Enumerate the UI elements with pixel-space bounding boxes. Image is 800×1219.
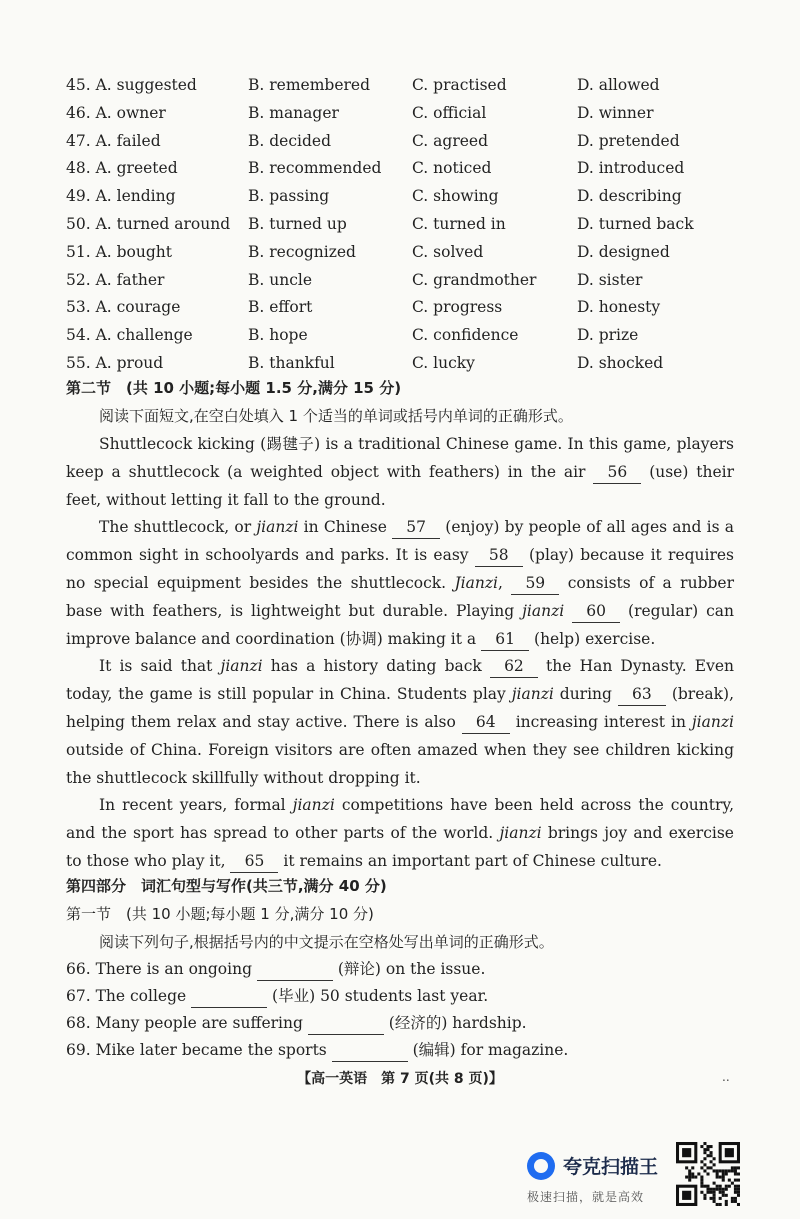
option-choice: B. recommended <box>248 159 382 178</box>
option-choice: B. manager <box>248 103 339 122</box>
option-choice: D. sister <box>577 270 643 289</box>
qr-code-icon <box>676 1142 740 1206</box>
question-line <box>66 956 485 983</box>
italic-term: jianzi <box>691 712 734 731</box>
italic-term: jianzi <box>522 601 565 620</box>
passage-paragraph-1 <box>66 431 734 514</box>
answer-blank[interactable] <box>191 985 267 1008</box>
option-choice: B. remembered <box>248 76 370 94</box>
option-choice: 54. A. challenge <box>66 326 193 345</box>
passage-text: (use) their feet, without letting it fall to the ground. <box>66 462 735 509</box>
question-line <box>66 1010 527 1037</box>
answer-blank[interactable] <box>257 958 333 981</box>
question-hint: (辩论) on the issue. <box>332 960 486 978</box>
option-row <box>66 322 766 350</box>
option-choice: B. turned up <box>248 214 347 233</box>
option-choice: C. lucky <box>412 353 475 372</box>
option-row <box>66 100 766 128</box>
scanner-subtitle: 极速扫描，就是高效 <box>527 1190 645 1204</box>
passage-text: Shuttlecock kicking (踢毽子) is a traditional Chinese game. In this game, players keep a shuttlecock (a weighted object with feathers) in the air <box>66 435 734 481</box>
option-choice: C. agreed <box>412 131 489 150</box>
passage-text: The shuttlecock, or <box>99 518 257 537</box>
question-line <box>66 1037 568 1064</box>
option-choice: B. hope <box>248 326 308 345</box>
option-choice: B. uncle <box>248 270 313 289</box>
option-choice: D. honesty <box>577 298 661 317</box>
scanner-logo-icon <box>527 1152 555 1180</box>
option-choice: D. shocked <box>577 353 664 372</box>
passage-text: outside of China. Foreign visitors are often amazed when they see children kicking the shuttlecock skillfully without dropping it. <box>66 740 734 787</box>
option-choice: C. showing <box>412 187 499 206</box>
option-choice: D. pretended <box>577 131 680 150</box>
option-row <box>66 239 766 267</box>
passage-paragraph-2 <box>66 514 734 653</box>
answer-blank: 59 <box>511 572 559 595</box>
passage-text: it remains an important part of Chinese culture. <box>278 851 662 870</box>
answer-blank[interactable] <box>332 1039 408 1062</box>
footer-mark: .. <box>722 1070 730 1084</box>
passage-text: In recent years, formal <box>99 796 293 815</box>
italic-term: jianzi <box>511 685 554 704</box>
option-choice: 47. A. failed <box>66 131 161 150</box>
passage-text: has a history dating back <box>262 657 490 676</box>
passage <box>66 431 734 876</box>
option-choice: B. decided <box>248 131 331 150</box>
passage-text: , <box>498 573 512 592</box>
passage-text: in Chinese <box>298 518 393 537</box>
question-line <box>66 983 488 1010</box>
passage-text: during <box>553 685 618 704</box>
option-row <box>66 267 766 295</box>
option-choice: 46. A. owner <box>66 103 166 122</box>
option-choice: 51. A. bought <box>66 242 172 261</box>
question-hint: (经济的) hardship. <box>383 1014 527 1032</box>
option-choice: D. winner <box>577 103 654 122</box>
answer-blank: 65 <box>230 850 278 873</box>
option-choice: D. turned back <box>577 214 694 233</box>
option-choice: 49. A. lending <box>66 187 176 206</box>
answer-blank: 62 <box>490 655 538 678</box>
passage-text: (break), helping them relax and stay active. There is also <box>66 685 735 731</box>
passage-text: (regular) can improve balance and coordination (协调) making it a <box>66 601 735 648</box>
answer-blank: 56 <box>593 461 641 484</box>
passage-paragraph-4 <box>66 792 734 875</box>
option-choice: B. thankful <box>248 353 335 372</box>
italic-term: Jianzi <box>454 573 498 592</box>
answer-blank: 61 <box>481 628 529 651</box>
option-row <box>66 183 766 211</box>
option-choice: D. describing <box>577 187 682 206</box>
passage-text: the Han Dynasty. Even today, the game is still popular in China. Students play <box>66 657 735 704</box>
italic-term: jianzi <box>256 518 299 537</box>
option-row <box>66 128 766 156</box>
option-choice: B. passing <box>248 187 330 206</box>
option-choice: C. official <box>412 103 487 122</box>
passage-text: It is said that <box>99 657 221 676</box>
option-choice: 48. A. greeted <box>66 159 178 178</box>
answer-blank: 58 <box>475 544 523 567</box>
part4-section1-heading: 第一节 (共 10 小题;每小题 1 分,满分 10 分) <box>66 905 374 923</box>
option-choice: 53. A. courage <box>66 298 181 317</box>
option-choice: C. confidence <box>412 326 519 345</box>
question-text: 68. Many people are suffering <box>66 1014 308 1032</box>
passage-text: (play) because it requires no special equipment besides the shuttlecock. <box>66 546 734 592</box>
question-text: 69. Mike later became the sports <box>66 1041 332 1059</box>
part4-heading: 第四部分 词汇句型与写作(共三节,满分 40 分) <box>66 877 387 895</box>
answer-blank[interactable] <box>308 1012 384 1035</box>
passage-text: competitions have been held across the country, and the sport has spread to other parts of the world. <box>66 796 735 843</box>
option-choice: C. solved <box>412 242 484 261</box>
option-row <box>66 155 766 183</box>
page-footer: 【高一英语 第 7 页(共 8 页)】 <box>297 1071 503 1087</box>
option-choice: B. recognized <box>248 242 356 261</box>
passage-paragraph-3 <box>66 653 734 792</box>
italic-term: jianzi <box>220 657 263 676</box>
answer-blank: 57 <box>392 516 440 539</box>
option-choice: D. designed <box>577 242 670 261</box>
passage-text <box>564 602 572 620</box>
section2-heading: 第二节 (共 10 小题;每小题 1.5 分,满分 15 分) <box>66 379 402 397</box>
option-row <box>66 72 766 100</box>
question-text: 66. There is an ongoing <box>66 960 257 978</box>
question-hint: (编辑) for magazine. <box>407 1041 569 1059</box>
option-row <box>66 294 766 322</box>
passage-text: (help) exercise. <box>529 629 656 648</box>
scanner-watermark <box>527 1148 677 1208</box>
question-text: 67. The college <box>66 987 192 1005</box>
option-choice: D. introduced <box>577 159 685 178</box>
italic-term: jianzi <box>499 824 542 843</box>
question-hint: (毕业) 50 students last year. <box>267 987 489 1005</box>
passage-text: consists of a rubber base with feathers, is lightweight but durable. Playing <box>66 573 734 620</box>
option-choice: C. practised <box>412 76 507 94</box>
option-choice: C. turned in <box>412 214 506 233</box>
option-choice: 45. A. suggested <box>66 76 197 94</box>
option-choice: D. allowed <box>577 76 660 94</box>
option-choice: D. prize <box>577 326 639 345</box>
italic-term: jianzi <box>292 796 335 815</box>
option-choice: C. progress <box>412 298 503 317</box>
section2-instruction: 阅读下面短文,在空白处填入 1 个适当的单词或括号内单词的正确形式。 <box>99 407 573 425</box>
options-block <box>66 72 766 378</box>
option-choice: 52. A. father <box>66 270 165 289</box>
passage-text: increasing interest in <box>509 712 692 731</box>
option-row <box>66 211 766 239</box>
answer-blank: 64 <box>462 711 510 734</box>
option-choice: C. grandmother <box>412 270 537 289</box>
option-choice: 50. A. turned around <box>66 214 231 233</box>
option-choice: 55. A. proud <box>66 353 164 372</box>
scanner-title: 夸克扫描王 <box>563 1156 659 1178</box>
option-choice: B. effort <box>248 298 313 317</box>
answer-blank: 63 <box>618 683 666 706</box>
passage-text: (enjoy) by people of all ages and is a common sight in schoolyards and parks. It is easy <box>66 518 734 565</box>
option-choice: C. noticed <box>412 159 492 178</box>
option-row <box>66 350 766 378</box>
part4-instruction: 阅读下列句子,根据括号内的中文提示在空格处写出单词的正确形式。 <box>99 933 554 951</box>
answer-blank: 60 <box>572 600 620 623</box>
passage-text: brings joy and exercise to those who play it, <box>66 824 734 870</box>
